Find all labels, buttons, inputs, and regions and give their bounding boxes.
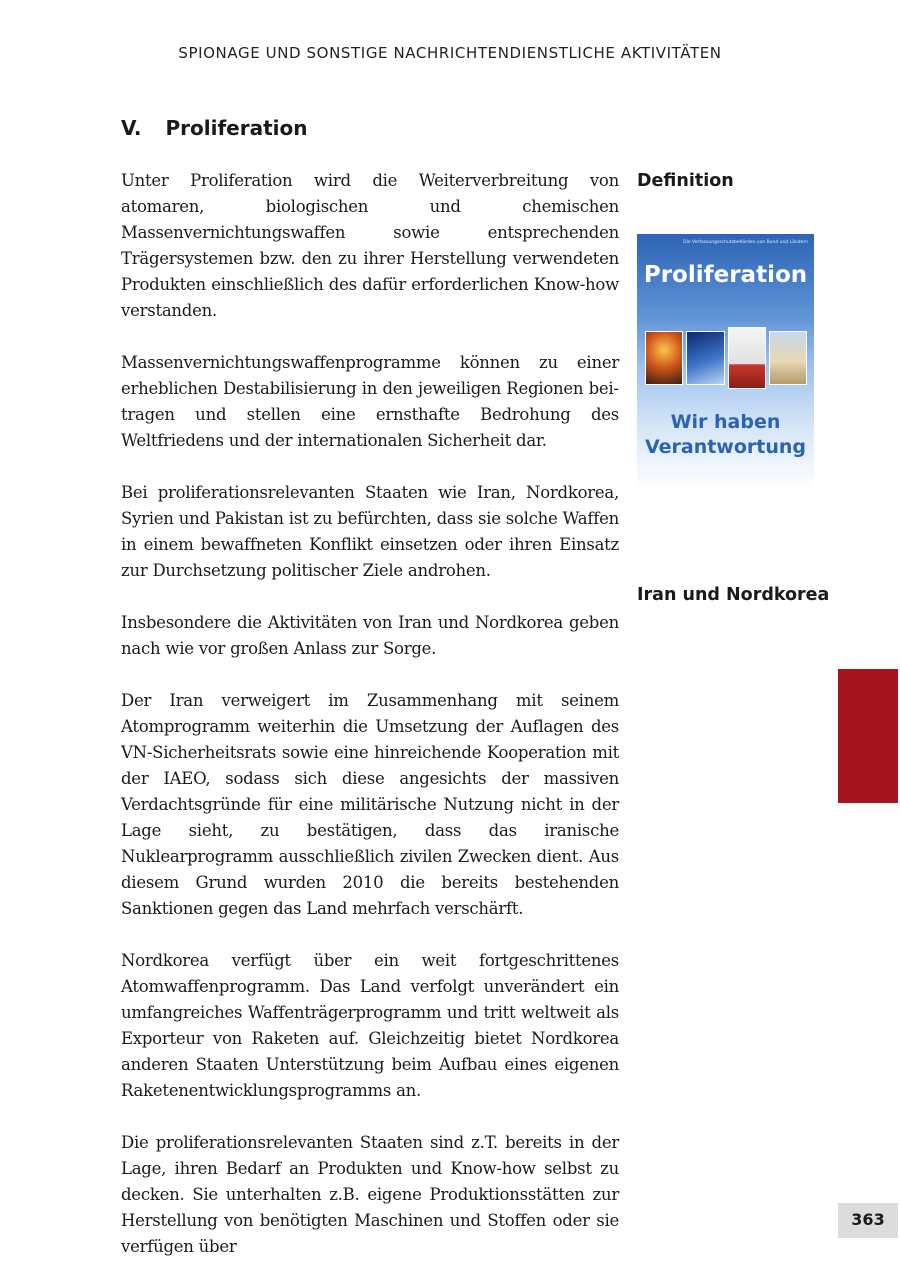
- running-header: SPIONAGE UND SONSTIGE NACHRICHTENDIENSTLICHE AKTIVITÄTEN: [178, 44, 722, 62]
- cover-photo-rocket: [769, 331, 807, 385]
- paragraph-nordkorea: Nordkorea verfügt über ein weit fortgeschrittenes Atomwaffenprogramm. Das Land verfolgt unverändert ein umfangreiches Waffenträgerprogramm und tritt weltweit als Exporteur von Raketen auf. Gleichzeitig bietet Nordkorea anderen Staaten Unterstützung beim Aufbau eines eigenen Raketenentwicklungsprogramms an.: [121, 951, 619, 1100]
- cover-photo-explosion: [645, 331, 683, 385]
- paragraph-iran-nordkorea-intro: Insbesondere die Aktivitäten von Iran und Nordkorea geben nach wie vor großen Anlass zur Sorge.: [121, 613, 619, 658]
- paragraph-iran: Der Iran verweigert im Zusammenhang mit seinem Atomprogramm weiterhin die Umsetzung der Auflagen des VN-Sicherheitsrats sowie eine hinreichende Kooperation mit der IAEO, sodass sich diese angesichts der massiven Verdachtsgründe für eine militärische Nutzung nicht in der Lage sieht, zu bestätigen, dass das iranische Nuklearprogramm ausschließlich zivilen Zwecken dient. Aus diesem Grund wurden 2010 die bereits bestehenden Sanktionen gegen das Land mehrfach verschärft.: [121, 691, 619, 918]
- margin-note-definition: Definition: [637, 171, 734, 191]
- margin-note-iran-nordkorea: Iran und Nordkorea: [637, 585, 830, 605]
- page-number: 363: [838, 1203, 898, 1238]
- cover-subtitle-line1: Wir haben: [670, 411, 781, 433]
- cover-photo-hand: [728, 327, 766, 389]
- paragraph-destabilization: Massenvernichtungswaffenprogramme können zu einer erheblichen Destabilisierung in den jeweiligen Regionen beitragen und stellen eine ernsthafte Bedrohung des Weltfriedens und der internationalen Sicherheit dar.: [121, 353, 619, 450]
- cover-title: Proliferation: [643, 262, 808, 288]
- cover-subtitle: [637, 410, 814, 460]
- chapter-tab-marker: [838, 669, 898, 803]
- cover-photo-strip: [645, 326, 807, 390]
- cover-top-text: Die Verfassungsschutzbehörden von Bund und Ländern: [683, 240, 808, 245]
- paragraph-definition: Unter Proliferation wird die Weiterverbreitung von atomaren, biologischen und chemischen Massenvernichtungswaffen sowie entsprechenden Trägersystemen bzw. den zu ihrer Herstellung verwendeten Produkten einschließlich des dafür erforderlichen Know-how verstanden.: [121, 171, 619, 320]
- section-number: V.: [121, 116, 142, 140]
- paragraph-relevant-states: Bei proliferationsrelevanten Staaten wie Iran, Nordkorea, Syrien und Pakistan ist zu befürchten, dass sie solche Waffen in einem bewaffneten Konflikt einsetzen oder ihren Einsatz zur Durchsetzung politischer Ziele androhen.: [121, 483, 619, 580]
- section-title: Proliferation: [165, 116, 308, 140]
- body-text: [121, 168, 619, 1286]
- cover-photo-lab: [686, 331, 724, 385]
- brochure-cover-image: [637, 234, 814, 490]
- paragraph-self-supply: Die proliferationsrelevanten Staaten sind z.T. bereits in der Lage, ihren Bedarf an Produkten und Know-how selbst zu decken. Sie unterhalten z.B. eigene Produktionsstätten zur Herstellung von benötigten Maschinen und Stoffen oder sie verfügen über: [121, 1133, 619, 1256]
- section-heading: [121, 116, 308, 140]
- cover-subtitle-line2: Verantwortung: [644, 436, 807, 458]
